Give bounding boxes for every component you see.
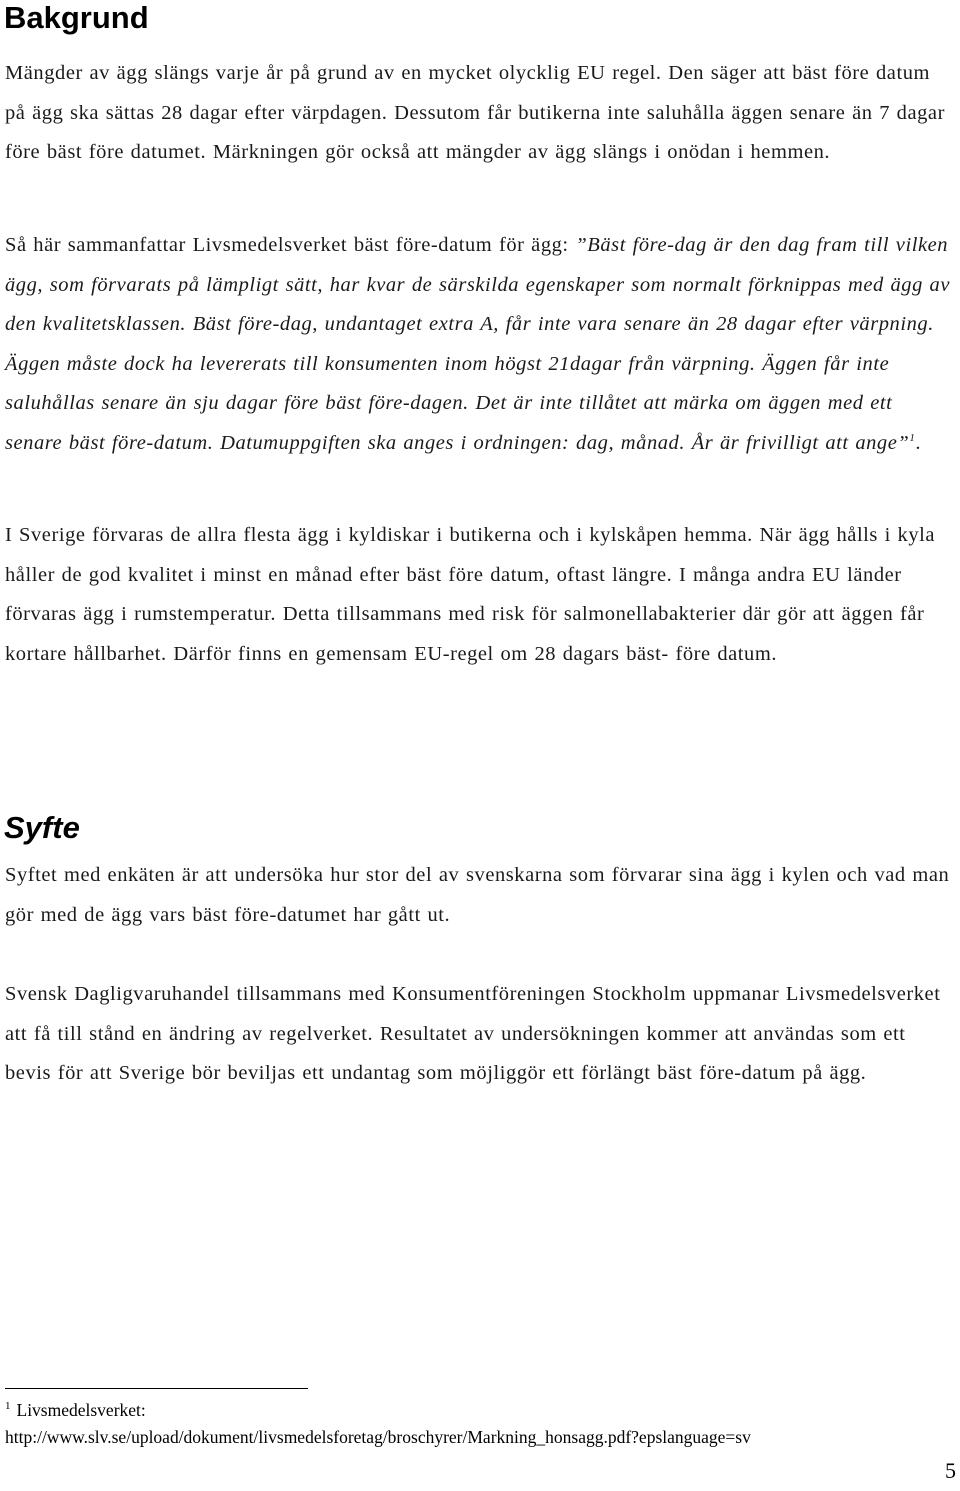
paragraph-sverige: I Sverige förvaras de allra flesta ägg i kyldiskar i butikerna och i kylskåpen hemma. När ägg hålls i kyla håller de god kvalitet i minst en månad efter bäst före datum, oftast längre. I många andra EU länder förvaras ägg i rumstemperatur. Detta tillsammans med risk för salmonellabakterier där gör att äggen får kortare hållbarhet. Därför finns en gemensam EU-regel om 28 dagars bäst- före datum. — [5, 524, 936, 665]
paragraph-svensk-dagligvaruhandel: Svensk Dagligvaruhandel tillsammans med Konsumentföreningen Stockholm uppmanar Livsmedelsverket att få till stånd en ändring av regelverket. Resultatet av undersökningen kommer att användas som ett bevis för att Sverige bör beviljas ett undantag som möjliggör ett förlängt bäst före-datum på ägg. — [5, 983, 941, 1085]
page-number: 5 — [945, 1458, 956, 1483]
paragraph-syfte: Syftet med enkäten är att undersöka hur stor del av svenskarna som förvarar sina ägg i kylen och vad man gör med de ägg vars bäst före-datumet har gått ut. — [5, 864, 950, 926]
footnote-divider — [5, 1388, 308, 1389]
quote-end: . — [915, 431, 922, 454]
quote-text: ”Bäst före-dag är den dag fram till vilken ägg, som förvarats på lämpligt sätt, har kvar de särskilda egenskaper som normalt förknippas med ägg av den kvalitetsklassen. Bäst före-dag, undantaget extra A, får inte vara senare än 28 dagar efter värpning. Äggen måste dock ha levererats till konsumenten inom högst 21dagar från värpning. Äggen får inte saluhållas senare än sju dagar före bäst före-dagen. Det är inte tillåtet att märka om äggen med ett senare bäst före-datum. Datumuppgiften ska anges i ordningen: dag, månad. År är frivilligt att ange” — [5, 234, 950, 454]
footnote — [5, 1397, 950, 1451]
footnote-url[interactable]: http://www.slv.se/upload/dokument/livsmedelsforetag/broschyrer/Markning_honsagg.pdf?epslanguage=sv — [5, 1427, 751, 1447]
paragraph-quote — [5, 226, 950, 464]
footnote-number: 1 — [5, 1400, 11, 1413]
footnote-reference[interactable]: 1 — [909, 432, 916, 445]
quote-lead: Så här sammanfattar Livsmedelsverket bäst före-datum för ägg: — [5, 234, 576, 256]
paragraph-intro: Mängder av ägg slängs varje år på grund av en mycket olycklig EU regel. Den säger att bäst före datum på ägg ska sättas 28 dagar efter värpdagen. Dessutom får butikerna inte saluhålla äggen senare än 7 dagar före bäst före datumet. Märkningen gör också att mängder av ägg slängs i onödan i hemmen. — [5, 62, 945, 164]
footnote-label-line — [5, 1397, 950, 1424]
footnote-label: Livsmedelsverket: — [16, 1400, 146, 1420]
heading-bakgrund: Bakgrund — [4, 0, 149, 35]
heading-syfte: Syfte — [4, 810, 80, 845]
